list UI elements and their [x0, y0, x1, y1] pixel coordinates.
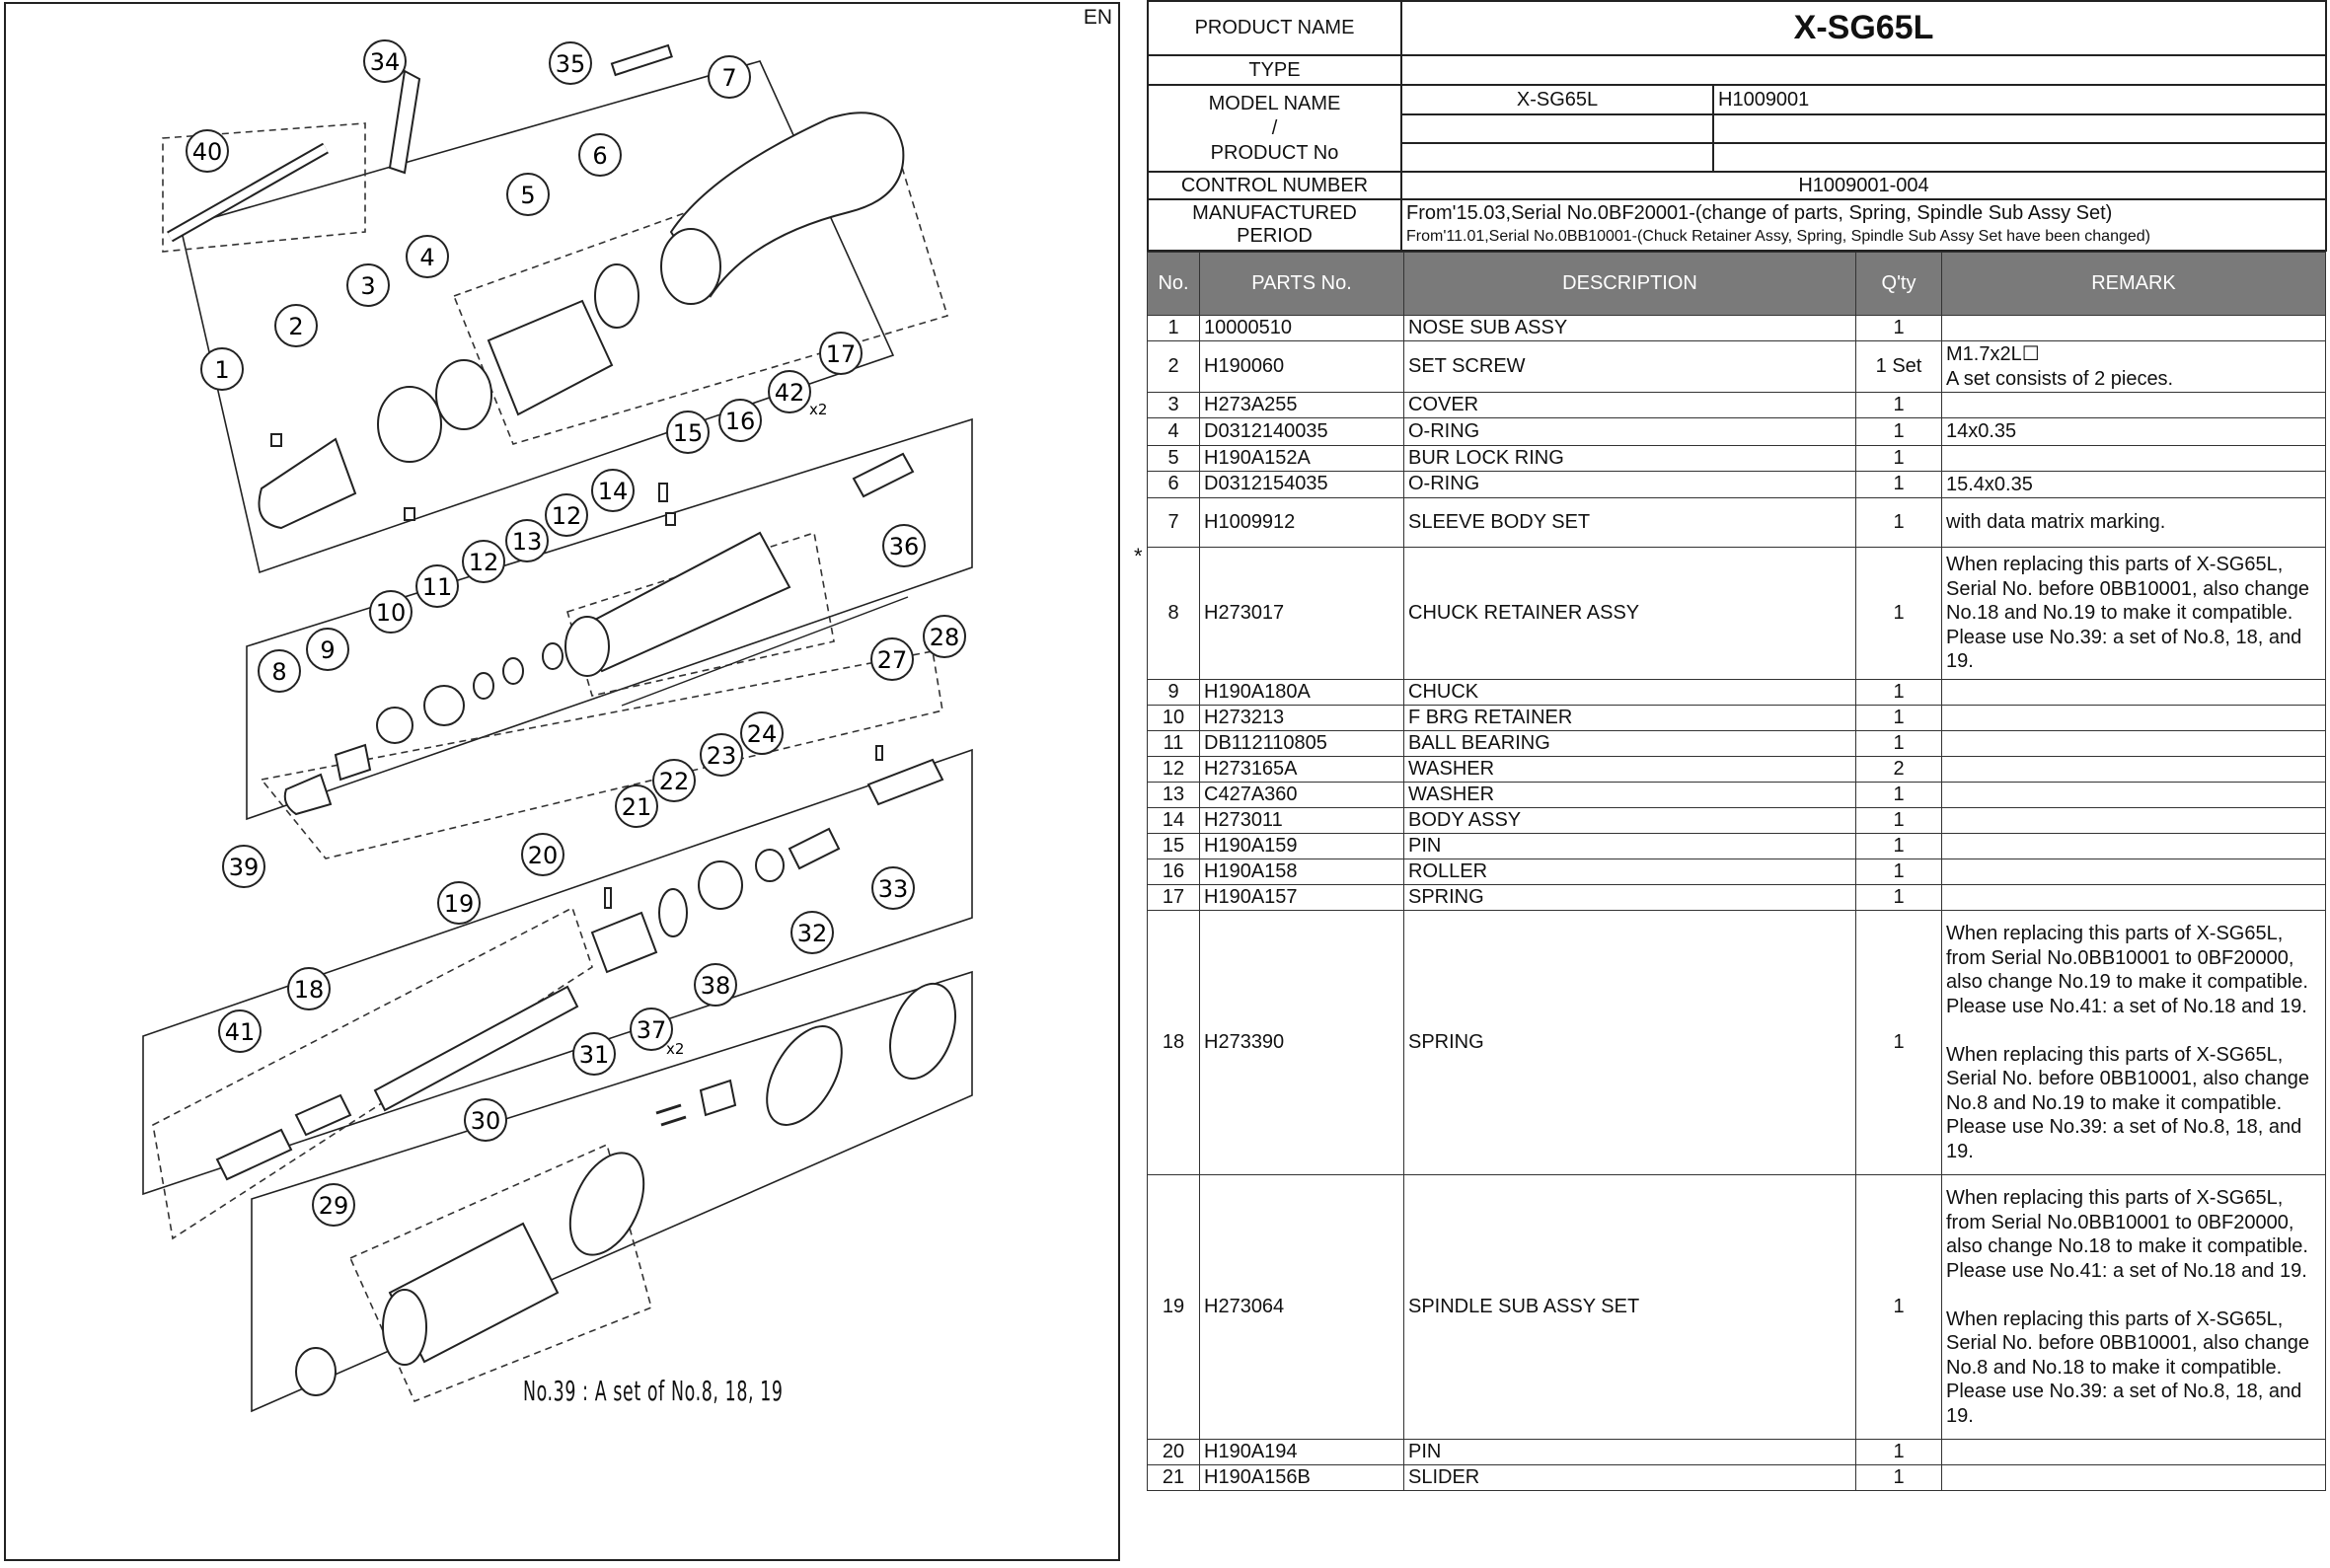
cell-qty: 1: [1856, 316, 1942, 341]
callout-label: 3: [360, 272, 376, 300]
cell-description: NOSE SUB ASSY: [1404, 316, 1856, 341]
callout-label: 41: [224, 1018, 256, 1046]
cell-remark: [1942, 885, 2326, 911]
callout-42: [769, 371, 810, 412]
cell-description: CHUCK RETAINER ASSY: [1404, 548, 1856, 680]
set-note: No.39 : A set of No.8, 18, 19: [523, 1375, 784, 1407]
model-name-empty: [1401, 114, 1713, 143]
callout-23: [701, 734, 742, 776]
callout-label: 31: [578, 1041, 610, 1069]
cell-description: O-RING: [1404, 471, 1856, 498]
product-header-table: [1147, 0, 2327, 252]
table-row: [1148, 393, 2326, 418]
table-row: [1148, 808, 2326, 834]
callout-label: 10: [375, 599, 407, 627]
multiplier-42: x2: [809, 401, 828, 418]
cell-description: SPRING: [1404, 885, 1856, 911]
cell-parts-no: H190A159: [1200, 834, 1404, 859]
control-number: H1009001-004: [1401, 172, 2326, 199]
ball-bearing-11: [424, 686, 464, 725]
callout-label: 8: [271, 658, 287, 686]
cell-description: COVER: [1404, 393, 1856, 418]
spring-24: [789, 829, 839, 868]
callout-9: [307, 629, 348, 670]
cell-no: 2: [1148, 341, 1200, 393]
cell-qty: 1: [1856, 1175, 1942, 1440]
spring-17: [854, 454, 913, 496]
callout-40: [187, 130, 228, 172]
cell-no: 3: [1148, 393, 1200, 418]
manufactured-period: [1401, 199, 2326, 251]
cell-remark: [1942, 1440, 2326, 1465]
col-qty: Q'ty: [1856, 253, 1942, 316]
callout-label: 24: [746, 720, 778, 748]
cell-remark: [1942, 757, 2326, 783]
cell-no: 7: [1148, 498, 1200, 548]
callout-6: [579, 134, 621, 176]
table-row: [1148, 911, 2326, 1175]
slider-21: [592, 913, 656, 972]
period-line-2: From'11.01,Serial No.0BB10001-(Chuck Retainer Assy, Spring, Spindle Sub Assy Set have been changed): [1406, 228, 2150, 245]
cell-qty: 1: [1856, 911, 1942, 1175]
cell-parts-no: H273213: [1200, 706, 1404, 731]
callout-label: 37: [636, 1016, 667, 1044]
model-name-empty: [1401, 143, 1713, 172]
part-28: [868, 760, 942, 804]
callout-label: 34: [369, 48, 401, 76]
callout-label: 12: [551, 502, 582, 530]
cell-no: 6: [1148, 471, 1200, 498]
callout-label: 27: [876, 646, 908, 674]
washer-12b: [543, 643, 563, 669]
cell-no: 5: [1148, 445, 1200, 471]
cell-description: SLEEVE BODY SET: [1404, 498, 1856, 548]
callout-label: 15: [672, 419, 704, 447]
cell-no: 17: [1148, 885, 1200, 911]
cell-no: 18: [1148, 911, 1200, 1175]
callout-label: 35: [555, 50, 586, 78]
product-no-empty: [1713, 143, 2326, 172]
washer-13: [503, 658, 523, 684]
cell-parts-no: H190A157: [1200, 885, 1404, 911]
cell-parts-no: C427A360: [1200, 783, 1404, 808]
cell-description: O-RING: [1404, 418, 1856, 446]
table-row: [1148, 1465, 2326, 1491]
cell-qty: 1: [1856, 471, 1942, 498]
callout-label: 12: [468, 549, 499, 576]
col-description: DESCRIPTION: [1404, 253, 1856, 316]
parts-list-panel: [1147, 0, 2325, 1561]
part-41: [217, 1130, 291, 1179]
multiplier-37: x2: [666, 1040, 685, 1058]
cell-description: CHUCK: [1404, 680, 1856, 706]
callout-34: [364, 40, 406, 82]
cell-description: SPRING: [1404, 911, 1856, 1175]
product-name-label: PRODUCT NAME: [1148, 1, 1401, 55]
cell-no: 12: [1148, 757, 1200, 783]
cell-remark: When replacing this parts of X-SG65L, Serial No. before 0BB10001, also change No.18 and No.19 to make it compatible. Please use No.39: a set of No.8, 18, and 19.: [1942, 548, 2326, 680]
cell-no: 4: [1148, 418, 1200, 446]
model-name: X-SG65L: [1401, 85, 1713, 114]
label-slash: /: [1271, 116, 1278, 139]
callout-29: [313, 1184, 354, 1226]
chuck-retainer-assy-8: [285, 775, 331, 814]
cell-remark: [1942, 1465, 2326, 1491]
table-row: [1148, 445, 2326, 471]
cell-qty: 1: [1856, 885, 1942, 911]
callout-27: [871, 638, 913, 680]
callout-28: [924, 616, 965, 657]
callout-3: [347, 264, 389, 306]
cover-3: [378, 387, 441, 462]
wire-34: [390, 71, 419, 173]
manufactured-period-label: MANUFACTURED PERIOD: [1148, 199, 1401, 251]
cell-remark: [1942, 834, 2326, 859]
washer-12a: [474, 673, 493, 699]
plane-lower: [143, 750, 972, 1194]
callout-15: [667, 411, 709, 453]
pin-35: [612, 45, 672, 75]
col-remark: REMARK: [1942, 253, 2326, 316]
callout-21: [616, 785, 657, 827]
callout-17: [820, 333, 862, 374]
cell-qty: 1: [1856, 783, 1942, 808]
callout-5: [507, 174, 549, 215]
callout-32: [791, 912, 833, 953]
cell-qty: 1: [1856, 393, 1942, 418]
o-ring-4: [436, 360, 491, 429]
cell-parts-no: D0312140035: [1200, 418, 1404, 446]
cell-parts-no: H273017: [1200, 548, 1404, 680]
cell-parts-no: DB112110805: [1200, 731, 1404, 757]
cell-remark: [1942, 393, 2326, 418]
cell-description: BALL BEARING: [1404, 731, 1856, 757]
cell-parts-no: H1009912: [1200, 498, 1404, 548]
cell-qty: 1: [1856, 445, 1942, 471]
table-row: [1148, 706, 2326, 731]
part-23: [699, 861, 742, 909]
product-no-label: PRODUCT No: [1210, 141, 1339, 164]
f-brg-retainer-10: [377, 708, 413, 743]
callout-label: 14: [597, 478, 629, 505]
table-row: [1148, 498, 2326, 548]
callout-label: 20: [527, 842, 559, 869]
callout-label: 17: [825, 340, 857, 368]
cell-qty: 1 Set: [1856, 341, 1942, 393]
cell-no: 16: [1148, 859, 1200, 885]
cell-remark: [1942, 445, 2326, 471]
cell-qty: 2: [1856, 757, 1942, 783]
cell-parts-no: 10000510: [1200, 316, 1404, 341]
callout-label: 21: [621, 793, 652, 821]
cell-no: 11: [1148, 731, 1200, 757]
callout-12b: [546, 494, 587, 536]
callout-label: 11: [421, 573, 453, 601]
model-product-label: [1148, 85, 1401, 172]
callout-10: [370, 591, 412, 633]
cell-description: SET SCREW: [1404, 341, 1856, 393]
part-30-end: [383, 1290, 426, 1365]
cell-description: BODY ASSY: [1404, 808, 1856, 834]
callout-label: 28: [929, 624, 960, 651]
callout-41: [219, 1010, 261, 1052]
pin-37a: [656, 1105, 681, 1113]
cell-remark: When replacing this parts of X-SG65L, from Serial No.0BB10001 to 0BF20000, also change No.19 to make it compatible. Please use No.41: a set of No.18 and 19. When replacing this parts of X-SG65L, Serial No. before 0BB10001, also change No.8 and No.19 to make it compatible. Please use No.39: a set of No.8, 18, and 19.: [1942, 911, 2326, 1175]
cell-remark: 15.4x0.35: [1942, 471, 2326, 498]
callout-16: [719, 400, 761, 441]
table-row: [1148, 731, 2326, 757]
cell-remark: [1942, 680, 2326, 706]
cell-qty: 1: [1856, 706, 1942, 731]
cell-qty: 1: [1856, 859, 1942, 885]
callout-label: 13: [511, 528, 543, 556]
cell-qty: 1: [1856, 680, 1942, 706]
table-row: [1148, 859, 2326, 885]
cell-remark: [1942, 706, 2326, 731]
cell-remark: [1942, 316, 2326, 341]
callout-label: 29: [318, 1192, 349, 1220]
cell-qty: 1: [1856, 498, 1942, 548]
cell-description: SPINDLE SUB ASSY SET: [1404, 1175, 1856, 1440]
callout-2: [275, 305, 317, 346]
cell-no: 14: [1148, 808, 1200, 834]
body-end-14: [565, 617, 609, 676]
callout-39: [223, 846, 264, 887]
product-no-empty: [1713, 114, 2326, 143]
cell-no: 21: [1148, 1465, 1200, 1491]
change-marker: *: [1134, 544, 1143, 568]
callout-label: 39: [228, 854, 260, 881]
callout-label: 6: [592, 142, 608, 170]
cell-qty: 1: [1856, 1440, 1942, 1465]
cell-description: SLIDER: [1404, 1465, 1856, 1491]
table-row: [1148, 341, 2326, 393]
table-row: [1148, 316, 2326, 341]
cell-remark: [1942, 859, 2326, 885]
roller-16: [666, 513, 675, 525]
cell-no: 19: [1148, 1175, 1200, 1440]
cell-parts-no: H273064: [1200, 1175, 1404, 1440]
set-screw-2b: [405, 508, 414, 520]
cell-qty: 1: [1856, 834, 1942, 859]
table-row: [1148, 1440, 2326, 1465]
cell-description: F BRG RETAINER: [1404, 706, 1856, 731]
cell-remark: 14x0.35: [1942, 418, 2326, 446]
callout-label: 4: [419, 244, 435, 271]
table-row: [1148, 757, 2326, 783]
table-row: [1148, 418, 2326, 446]
parts-table: [1147, 252, 2326, 1491]
callout-label: 7: [721, 64, 737, 92]
callout-label: 30: [470, 1107, 501, 1135]
callout-20: [522, 834, 564, 875]
table-row: [1148, 680, 2326, 706]
cell-parts-no: H190060: [1200, 341, 1404, 393]
callout-label: 2: [288, 313, 304, 340]
part-32: [752, 1013, 858, 1137]
part-29: [296, 1348, 336, 1395]
bur-lock-ring-5: [489, 301, 612, 414]
callout-38: [695, 964, 736, 1006]
callout-30: [465, 1099, 506, 1141]
cell-parts-no: H273A255: [1200, 393, 1404, 418]
cell-remark: [1942, 783, 2326, 808]
cell-no: 10: [1148, 706, 1200, 731]
cell-description: ROLLER: [1404, 859, 1856, 885]
type-value: [1401, 55, 2326, 85]
period-line-1: From'15.03,Serial No.0BF20001-(change of parts, Spring, Spindle Sub Assy Set): [1406, 202, 2113, 224]
cell-no: 9: [1148, 680, 1200, 706]
cell-qty: 1: [1856, 548, 1942, 680]
callout-label: 19: [443, 890, 475, 918]
callout-label: 5: [520, 182, 536, 209]
cell-description: WASHER: [1404, 757, 1856, 783]
table-row: [1148, 885, 2326, 911]
callout-24: [741, 712, 783, 754]
table-row: [1148, 783, 2326, 808]
control-number-label: CONTROL NUMBER: [1148, 172, 1401, 199]
cell-qty: 1: [1856, 418, 1942, 446]
part-33: [878, 975, 968, 1087]
table-row: [1148, 1175, 2326, 1440]
part-38: [701, 1081, 735, 1115]
sleeve-end-7: [661, 229, 720, 304]
callout-11: [416, 565, 458, 607]
callout-label: 23: [706, 742, 737, 770]
col-no: No.: [1148, 253, 1200, 316]
callout-label: 42: [774, 379, 805, 407]
cell-remark: with data matrix marking.: [1942, 498, 2326, 548]
model-name-label: MODEL NAME: [1208, 92, 1341, 114]
cell-description: PIN: [1404, 834, 1856, 859]
table-row: [1148, 548, 2326, 680]
callout-22: [653, 760, 695, 801]
table-row: [1148, 471, 2326, 498]
pin-37b: [661, 1117, 686, 1125]
part-27: [876, 746, 882, 760]
cell-remark: [1942, 808, 2326, 834]
cell-no: 20: [1148, 1440, 1200, 1465]
cell-parts-no: H190A156B: [1200, 1465, 1404, 1491]
language-tag: EN: [1083, 6, 1112, 29]
callout-4: [407, 236, 448, 277]
cell-remark: When replacing this parts of X-SG65L, from Serial No.0BB10001 to 0BF20000, also change No.18 to make it compatible. Please use No.41: a set of No.18 and 19. When replacing this parts of X-SG65L, Serial No. before 0BB10001, also change No.8 and No.18 to make it compatible. Please use No.39: a set of No.8, 18, and 19.: [1942, 1175, 2326, 1440]
cell-description: PIN: [1404, 1440, 1856, 1465]
callout-1: [201, 348, 243, 390]
cell-parts-no: H273011: [1200, 808, 1404, 834]
cell-parts-no: D0312154035: [1200, 471, 1404, 498]
callout-33: [872, 867, 914, 909]
callout-14: [592, 470, 634, 511]
pin-15: [659, 484, 667, 501]
callout-19: [438, 882, 480, 924]
parts-table-header: [1148, 253, 2326, 316]
cell-remark: [1942, 731, 2326, 757]
type-label: TYPE: [1148, 55, 1401, 85]
callout-label: 16: [724, 408, 756, 435]
callout-label: 22: [658, 768, 690, 795]
pin-20: [605, 888, 611, 908]
product-name: X-SG65L: [1401, 1, 2326, 55]
o-ring-6: [595, 264, 639, 328]
cell-parts-no: H190A152A: [1200, 445, 1404, 471]
cell-parts-no: H273390: [1200, 911, 1404, 1175]
cell-qty: 1: [1856, 808, 1942, 834]
callout-label: 36: [888, 533, 920, 560]
callout-8: [259, 650, 300, 692]
cell-parts-no: H190A180A: [1200, 680, 1404, 706]
col-parts-no: PARTS No.: [1200, 253, 1404, 316]
nose-sub-assy-1: [260, 439, 356, 528]
callout-label: 40: [191, 138, 223, 166]
callout-36: [883, 525, 925, 566]
cell-parts-no: H190A158: [1200, 859, 1404, 885]
part-24: [756, 850, 784, 881]
cell-description: WASHER: [1404, 783, 1856, 808]
part-22: [659, 889, 687, 936]
callout-35: [550, 42, 591, 84]
callout-18: [288, 968, 330, 1009]
callout-label: 33: [877, 875, 909, 903]
cell-no: 13: [1148, 783, 1200, 808]
table-row: [1148, 834, 2326, 859]
cell-no: 15: [1148, 834, 1200, 859]
callout-31: [573, 1033, 615, 1075]
callout-12a: [463, 541, 504, 582]
spindle-sub-assy-19: [375, 987, 577, 1110]
callout-label: 1: [214, 356, 230, 384]
cell-no: 1: [1148, 316, 1200, 341]
parts-drawing: [0, 0, 1125, 1568]
callout-label: 38: [700, 972, 731, 1000]
cell-parts-no: H190A194: [1200, 1440, 1404, 1465]
callout-label: 18: [293, 976, 325, 1004]
chuck-9: [336, 745, 370, 780]
set-screw-2a: [271, 434, 281, 446]
parts-table-body: [1148, 316, 2326, 1491]
callout-13: [506, 520, 548, 561]
cell-remark: M1.7x2L☐ A set consists of 2 pieces.: [1942, 341, 2326, 393]
cell-qty: 1: [1856, 731, 1942, 757]
cell-qty: 1: [1856, 1465, 1942, 1491]
cell-no: 8: [1148, 548, 1200, 680]
cell-description: BUR LOCK RING: [1404, 445, 1856, 471]
callout-7: [709, 56, 750, 98]
cell-parts-no: H273165A: [1200, 757, 1404, 783]
product-no: H1009001: [1713, 85, 2326, 114]
callout-label: 9: [320, 636, 336, 664]
callout-label: 32: [796, 920, 828, 947]
